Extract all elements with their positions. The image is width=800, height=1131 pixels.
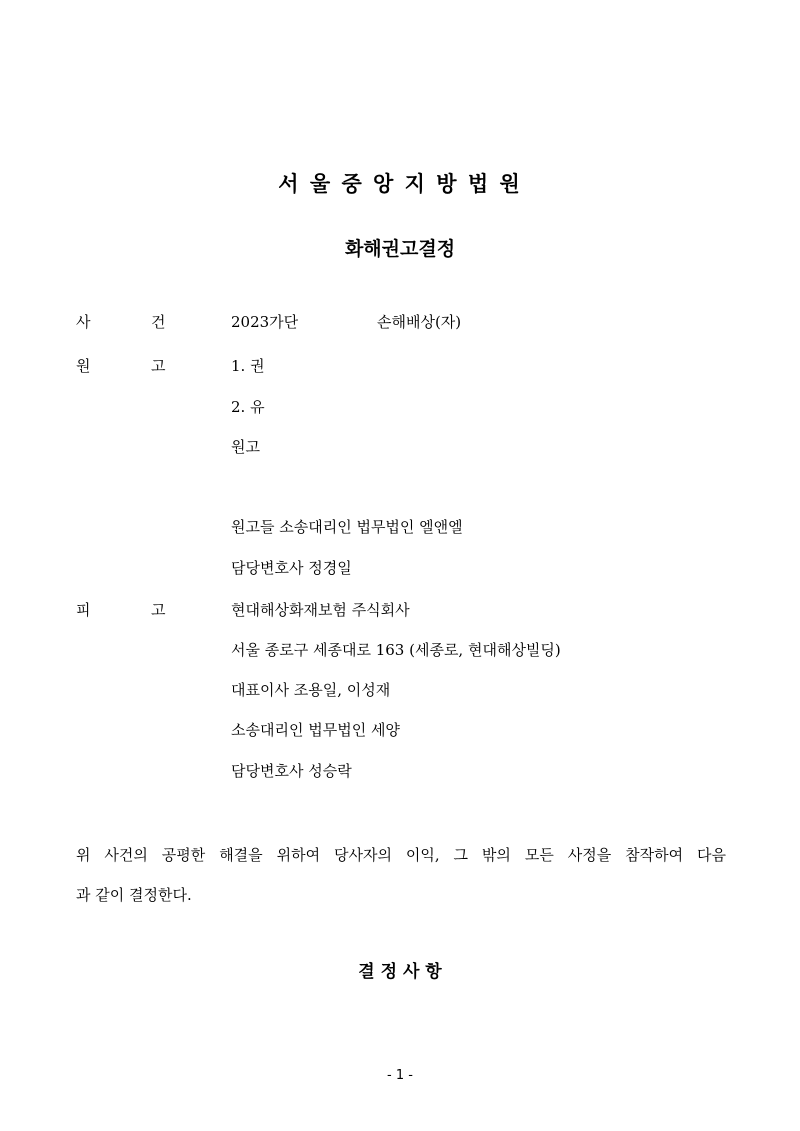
- case-number: 2023가단: [231, 313, 299, 331]
- case-label-2: 건: [151, 313, 166, 331]
- plaintiff-label-1: 원: [76, 357, 91, 375]
- defendant-row: [0, 717, 800, 743]
- defendant-label-1: 피: [76, 601, 91, 619]
- defendant-row: [0, 758, 800, 784]
- plaintiff-line: 1. 권: [231, 357, 265, 375]
- case-row: [0, 309, 800, 335]
- court-name: 서 울 중 앙 지 방 법 원: [278, 172, 522, 196]
- plaintiff-counsel-row: [0, 514, 800, 540]
- case-label-1: 사: [76, 313, 91, 331]
- plaintiff-line: 원고: [231, 438, 260, 456]
- plaintiff-row: [0, 353, 800, 379]
- plaintiff-label-2: 고: [151, 357, 166, 375]
- document-title: 화해권고결정: [344, 238, 456, 260]
- defendant-address: 서울 종로구 세종대로 163 (세종로, 현대해상빌딩): [231, 641, 561, 659]
- defendant-row: [0, 597, 800, 623]
- defendant-counsel: 소송대리인 법무법인 세양: [231, 721, 400, 739]
- plaintiff-line: 2. 유: [231, 398, 265, 416]
- body-text-line-2: 과 같이 결정한다.: [76, 886, 192, 904]
- plaintiff-counsel: 원고들 소송대리인 법무법인 엘앤엘: [231, 518, 463, 536]
- plaintiff-attorney-row: [0, 555, 800, 581]
- decision-heading: 결 정 사 항: [358, 962, 442, 982]
- body-text-line-1: 위 사건의 공평한 해결을 위하여 당사자의 이익, 그 밖의 모든 사정을 참작하여 다음: [76, 846, 726, 864]
- defendant-attorney: 담당변호사 성승락: [231, 762, 352, 780]
- case-name: 손해배상(자): [377, 313, 462, 331]
- defendant-label-2: 고: [151, 601, 166, 619]
- defendant-row: [0, 637, 800, 663]
- plaintiff-row: [0, 394, 800, 420]
- defendant-row: [0, 677, 800, 703]
- plaintiff-attorney: 담당변호사 정경일: [231, 559, 352, 577]
- defendant-representatives: 대표이사 조용일, 이성재: [231, 681, 391, 699]
- page-number: - 1 -: [387, 1068, 413, 1083]
- plaintiff-row: [0, 434, 800, 460]
- defendant-name: 현대해상화재보험 주식회사: [231, 601, 410, 619]
